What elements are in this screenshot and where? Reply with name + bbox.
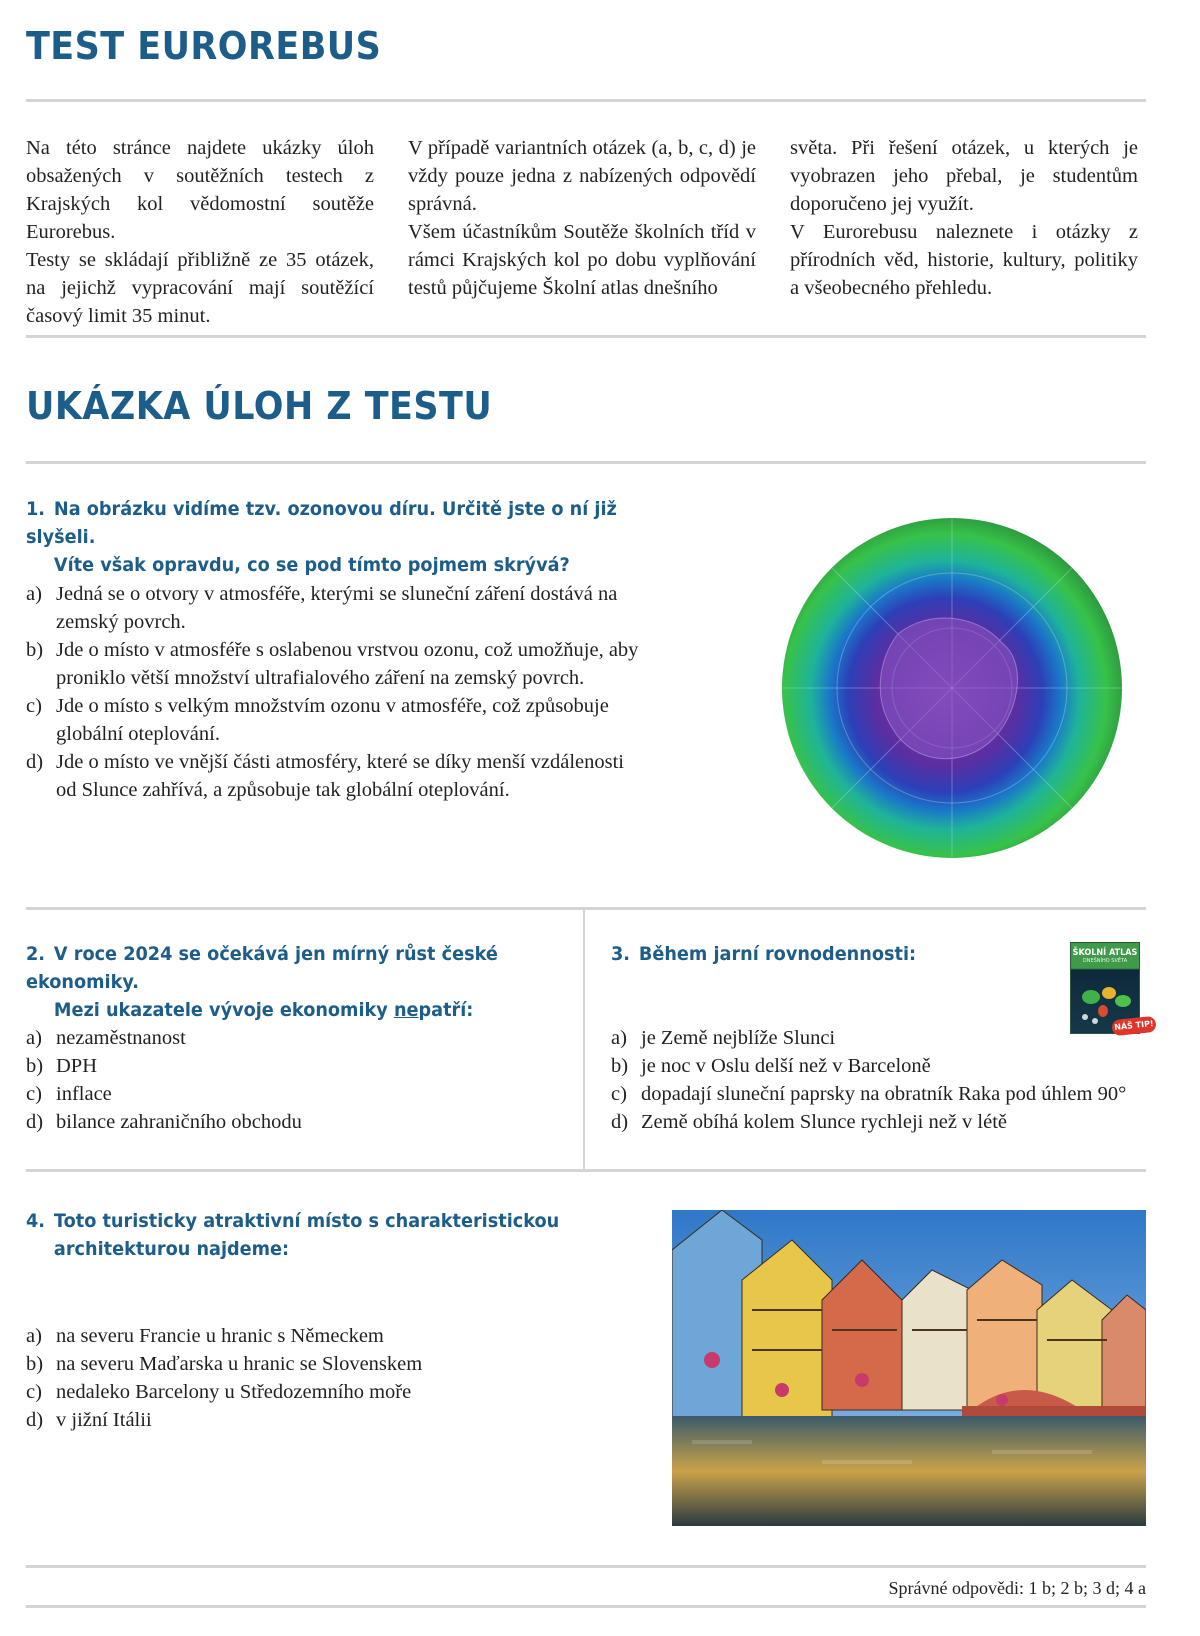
option-text: Jde o místo ve vnější části atmosféry, které se díky menší vzdálenosti od Slunce zahřívá, a způsobuje tak globální oteplování.: [56, 751, 624, 801]
question-2-title: [26, 940, 547, 1024]
option-text: Jde o místo v atmosféře s oslabenou vrstvou ozonu, což umožňuje, aby proniklo větší množství ultrafialového záření na zemský povrch.: [56, 639, 639, 689]
question-2-options: [26, 1024, 566, 1136]
answer-option: [26, 1378, 626, 1406]
divider: [26, 1605, 1146, 1608]
divider: [26, 1565, 1146, 1568]
question-1-title: [26, 495, 658, 579]
option-text: nedaleko Barcelony u Středozemního moře: [56, 1381, 412, 1403]
intro-column-2: [408, 134, 756, 302]
question-text: Mezi ukazatele vývoje ekonomiky: [53, 999, 394, 1021]
option-text: na severu Maďarska u hranic se Slovenskem: [56, 1353, 423, 1375]
question-text: Během jarní rovnodennosti:: [638, 943, 917, 965]
question-number: 2.: [26, 943, 46, 965]
question-text: architekturou najdeme:: [53, 1238, 290, 1260]
answer-option: [611, 1052, 1151, 1080]
question-3-title: [611, 940, 1002, 968]
option-letter: c): [26, 1381, 42, 1403]
question-1-options: [26, 580, 640, 804]
answer-option: [26, 692, 640, 748]
question-number: 4.: [26, 1210, 46, 1232]
option-letter: a): [26, 1027, 42, 1049]
option-text: Jde o místo s velkým množstvím ozonu v atmosféře, což způsobuje globální oteplování.: [56, 695, 609, 745]
atlas-subtitle: DNEŠNÍHO SVĚTA: [1082, 958, 1128, 964]
answer-option: [26, 1052, 566, 1080]
intro-paragraph: Všem účastníkům Soutěže školních tříd v rámci Krajských kol po dobu vyplňování testů půjčujeme Školní atlas dnešního: [408, 221, 756, 299]
intro-paragraph: světa. Při řešení otázek, u kterých je vyobrazen jeho přebal, je studentům doporučeno jej využít.: [790, 137, 1138, 215]
underlined-word: ne: [393, 999, 419, 1021]
town-canal-photo: [672, 1210, 1146, 1526]
question-text: Toto turisticky atraktivní místo s charakteristickou: [53, 1210, 560, 1232]
question-text: patří:: [418, 999, 474, 1021]
divider: [26, 335, 1146, 338]
question-number: 3.: [611, 943, 631, 965]
ozone-hole-image: [778, 514, 1126, 862]
section-title: UKÁZKA ÚLOH Z TESTU: [26, 384, 493, 428]
intro-paragraph: Na této stránce najdete ukázky úloh obsažených v soutěžních testech z Krajských kol vědomostní soutěže Eurorebus.: [26, 137, 374, 243]
option-text: na severu Francie u hranic s Německem: [56, 1325, 384, 1347]
answer-option: [26, 1350, 626, 1378]
option-letter: b): [26, 1055, 44, 1077]
intro-column-3: [790, 134, 1138, 302]
intro-paragraph: V Eurorebusu naleznete i otázky z přírodních věd, historie, kultury, politiky a všeobecného přehledu.: [790, 221, 1138, 299]
option-letter: b): [611, 1055, 629, 1077]
option-text: je noc v Oslu delší než v Barceloně: [641, 1055, 931, 1077]
question-text: Na obrázku vidíme tzv. ozonovou díru. Určitě jste o ní již slyšeli.: [26, 498, 617, 548]
divider: [26, 99, 1146, 102]
option-letter: a): [26, 583, 42, 605]
divider: [26, 1169, 1146, 1172]
option-text: bilance zahraničního obchodu: [56, 1111, 302, 1133]
option-letter: d): [26, 1409, 44, 1431]
intro-paragraph: V případě variantních otázek (a, b, c, d) je vždy pouze jedna z nabízených odpovědí správná.: [408, 137, 756, 215]
option-letter: d): [26, 1111, 44, 1133]
divider: [26, 907, 1146, 910]
question-3-options: [611, 1024, 1151, 1136]
atlas-title: ŠKOLNÍ ATLAS: [1072, 948, 1138, 958]
question-number: 1.: [26, 498, 46, 520]
recommendation-badge: NÁŠ TIP!: [1111, 1016, 1156, 1037]
option-letter: c): [26, 695, 42, 717]
page-title: TEST EUROREBUS: [26, 24, 382, 68]
option-letter: b): [26, 1353, 44, 1375]
question-4-title: [26, 1207, 584, 1263]
option-text: dopadají sluneční paprsky na obratník Raka pod úhlem 90°: [641, 1083, 1127, 1105]
question-text: V roce 2024 se očekává jen mírný růst české ekonomiky.: [26, 943, 498, 993]
correct-answers: Správné odpovědi: 1 b; 2 b; 3 d; 4 a: [888, 1578, 1146, 1598]
option-letter: d): [26, 751, 44, 773]
answer-option: [611, 1080, 1151, 1108]
answer-option: [611, 1108, 1151, 1136]
question-4-options: [26, 1322, 626, 1434]
option-text: nezaměstnanost: [56, 1027, 186, 1049]
answer-option: [26, 1322, 626, 1350]
option-text: Jedná se o otvory v atmosféře, kterými se sluneční záření dostává na zemský povrch.: [56, 583, 618, 633]
answer-option: [26, 1108, 566, 1136]
option-text: DPH: [56, 1055, 98, 1077]
column-divider: [583, 910, 585, 1172]
option-letter: c): [26, 1083, 42, 1105]
option-text: v jižní Itálii: [56, 1409, 152, 1431]
option-letter: c): [611, 1083, 627, 1105]
answer-option: [26, 1024, 566, 1052]
answer-option: [26, 580, 640, 636]
option-text: je Země nejblíže Slunci: [641, 1027, 836, 1049]
question-text: Víte však opravdu, co se pod tímto pojmem skrývá?: [53, 554, 570, 576]
answer-option: [26, 1406, 626, 1434]
answer-option: [26, 636, 640, 692]
answer-option: [26, 1080, 566, 1108]
answer-option: [611, 1024, 1151, 1052]
divider: [26, 461, 1146, 464]
intro-paragraph: Testy se skládají přibližně ze 35 otázek, na jejichž vypracování mají soutěžící časový limit 35 minut.: [26, 249, 374, 327]
option-letter: d): [611, 1111, 629, 1133]
option-letter: a): [26, 1325, 42, 1347]
option-letter: a): [611, 1027, 627, 1049]
answer-option: [26, 748, 640, 804]
option-text: Země obíhá kolem Slunce rychleji než v létě: [641, 1111, 1008, 1133]
option-letter: b): [26, 639, 44, 661]
intro-column-1: [26, 134, 374, 330]
option-text: inflace: [56, 1083, 112, 1105]
